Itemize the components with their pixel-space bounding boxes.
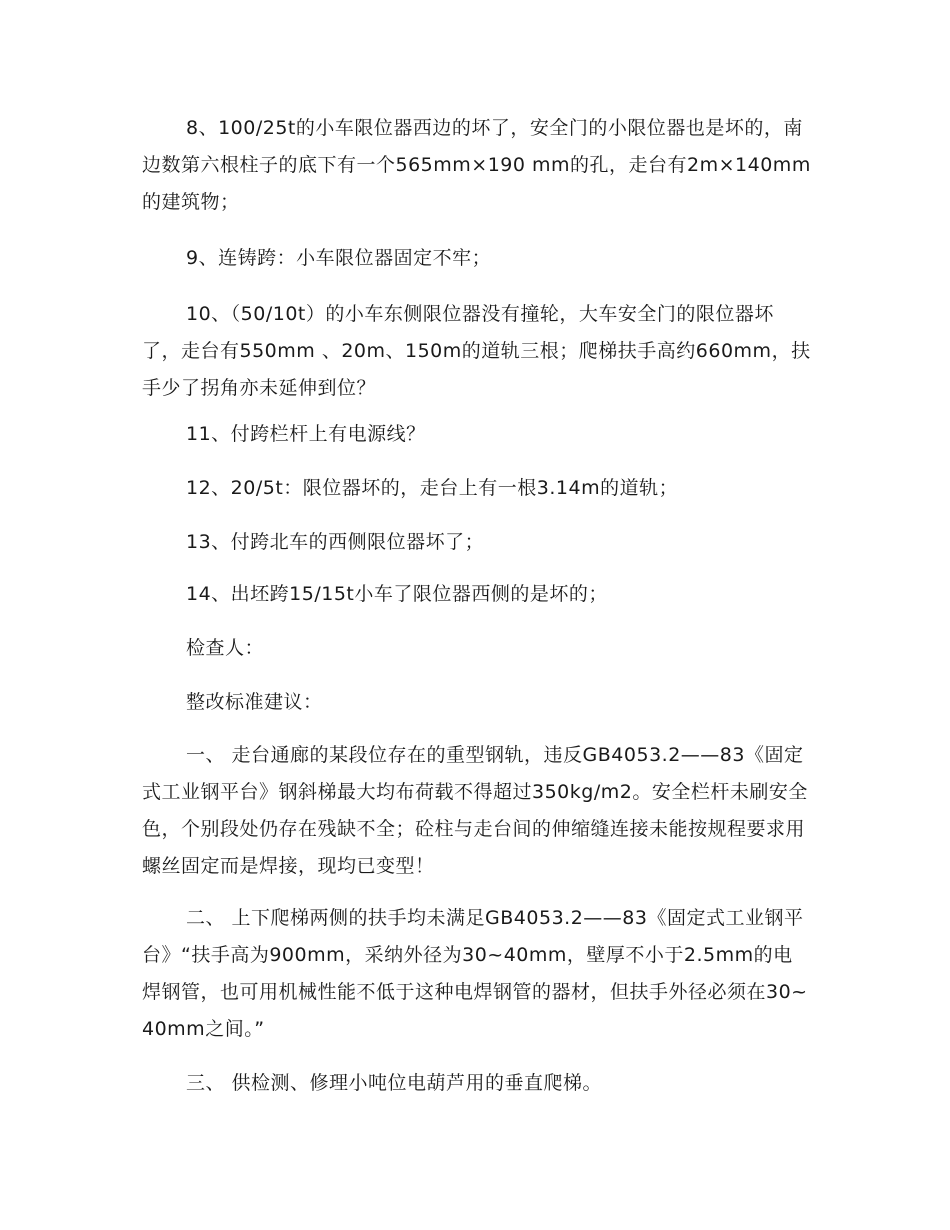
recommendation-2: 二、 上下爬梯两侧的扶手均未满足GB4053.2——83《固定式工业钢平台》“扶手高为900mm，采纳外径为30~40mm，壁厚不小于2.5mm的电焊钢管，也可用机械性能不低于这种电焊钢管的器材，但扶手外径必须在30~40mm之间。” (142, 907, 808, 1040)
paragraph-item-14: 14、出坯跨15/15t小车了限位器西侧的是坏的； (186, 583, 608, 605)
paragraph-item-10: 10、（50/10t）的小车东侧限位器没有撞轮，大车安全门的限位器坏了，走台有550mm 、20m、150m的道轨三根；爬梯扶手高约660mm，扶手少了拐角亦未延伸到位？ (142, 303, 811, 399)
paragraph-item-13: 13、付跨北车的西侧限位器坏了； (186, 531, 485, 553)
recommendation-1: 一、 走台通廊的某段位存在的重型钢轨，违反GB4053.2——83《固定式工业钢平台》钢斜梯最大均布荷载不得超过350kg/m2。安全栏杆未刷安全色，个别段处仍存在残缺不全；砼柱与走台间的伸缩缝连接未能按规程要求用螺丝固定而是焊接，现均已变型！ (142, 744, 808, 877)
paragraph-item-11: 11、付跨栏杆上有电源线？ (186, 423, 426, 445)
paragraph-item-9: 9、连铸跨：小车限位器固定不牢； (186, 247, 492, 269)
paragraph-item-12: 12、20/5t：限位器坏的，走台上有一根3.14m的道轨； (186, 477, 679, 499)
inspector-label: 检查人： (186, 637, 265, 659)
recommendation-3: 三、 供检测、修理小吨位电葫芦用的垂直爬梯。 (186, 1072, 603, 1094)
paragraph-item-8: 8、100/25t的小车限位器西边的坏了，安全门的小限位器也是坏的，南边数第六根柱子的底下有一个565mm×190 mm的孔，走台有2m×140mm的建筑物； (142, 117, 811, 213)
rectification-heading: 整改标准建议： (186, 691, 323, 713)
